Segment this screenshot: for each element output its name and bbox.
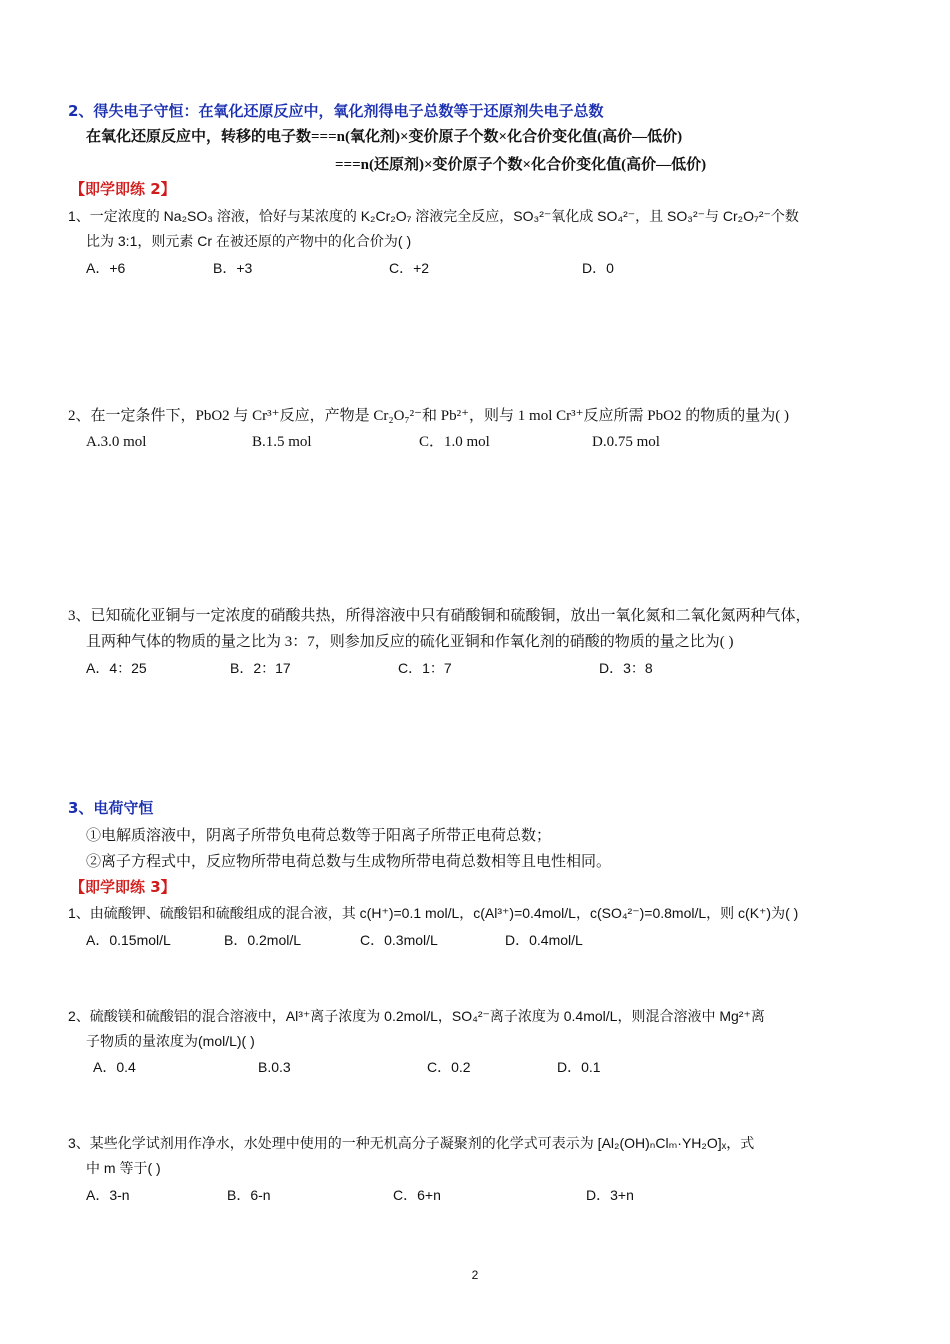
practice3-q3-line1: 3、某些化学试剂用作净水，水处理中使用的一种无机高分子凝聚剂的化学式可表示为 [Al₂(OH)ₙClₘ·YH₂O]ₓ，式	[68, 1135, 755, 1151]
practice3-q1-option-d[interactable]: D．0.4mol/L	[505, 932, 583, 948]
section3-item1: ①电解质溶液中，阴离子所带负电荷总数等于阳离子所带正电荷总数；	[86, 828, 552, 844]
practice2-q1-option-a[interactable]: A．+6	[86, 260, 126, 276]
section2-formula-line2: ===n(还原剂)×变价原子个数×化合价变化值(高价—低价)	[335, 157, 707, 173]
practice3-label: 【即学即练 3】	[70, 878, 176, 896]
practice2-q3-option-b[interactable]: B．2：17	[230, 660, 291, 676]
practice3-q3-option-c[interactable]: C．6+n	[393, 1187, 441, 1203]
section3-heading: 3、电荷守恒	[68, 799, 154, 817]
practice2-q2-option-a[interactable]: A.3.0 mol	[86, 434, 147, 450]
practice3-q3-option-d[interactable]: D．3+n	[586, 1187, 634, 1203]
practice2-q1-line1: 1、一定浓度的 Na₂SO₃ 溶液，恰好与某浓度的 K₂Cr₂O₇ 溶液完全反应，SO₃²⁻氧化成 SO₄²⁻，且 SO₃²⁻与 Cr₂O₇²⁻个数	[68, 208, 799, 224]
practice3-q1-option-a[interactable]: A．0.15mol/L	[86, 932, 171, 948]
practice2-q2-option-c[interactable]: C．1.0 mol	[419, 434, 490, 450]
practice3-q1-option-b[interactable]: B．0.2mol/L	[224, 932, 302, 948]
section3-item2: ②离子方程式中，反应物所带电荷总数与生成物所带电荷总数相等且电性相同。	[86, 854, 612, 870]
practice2-q2-option-b[interactable]: B.1.5 mol	[252, 434, 312, 450]
page-number: 2	[471, 1268, 479, 1282]
practice3-q1-line1: 1、由硫酸钾、硫酸铝和硫酸组成的混合液，其 c(H⁺)=0.1 mol/L，c(Al³⁺)=0.4mol/L，c(SO₄²⁻)=0.8mol/L，则 c(K⁺)为( )	[68, 905, 799, 921]
practice3-q3-option-a[interactable]: A．3-n	[86, 1187, 130, 1203]
practice2-q1-option-c[interactable]: C．+2	[389, 260, 430, 276]
practice3-q2-option-b[interactable]: B.0.3	[258, 1059, 291, 1075]
practice2-q1-line2: 比为 3:1，则元素 Cr 在被还原的产物中的化合价为( )	[86, 233, 412, 249]
practice2-q3-option-c[interactable]: C．1：7	[398, 660, 452, 676]
practice3-q3-line2: 中 m 等于( )	[86, 1160, 161, 1176]
practice3-q2-line2: 子物质的量浓度为(mol/L)( )	[86, 1033, 255, 1049]
practice2-q3-line2: 且两种气体的物质的量之比为 3：7，则参加反应的硫化亚铜和作氧化剂的硝酸的物质的量之比为( )	[86, 634, 734, 650]
section2-heading: 2、得失电子守恒：在氧化还原反应中，氧化剂得电子总数等于还原剂失电子总数	[68, 102, 604, 120]
practice2-q2-option-d[interactable]: D.0.75 mol	[592, 434, 660, 450]
practice3-q2-option-a[interactable]: A．0.4	[93, 1059, 136, 1075]
practice2-q3-line1: 3、已知硫化亚铜与一定浓度的硝酸共热，所得溶液中只有硝酸铜和硫酸铜，放出一氧化氮和二氧化氮两种气体，	[68, 608, 811, 624]
practice2-q1-option-b[interactable]: B．+3	[213, 260, 253, 276]
section2-formula-line1: 在氧化还原反应中，转移的电子数===n(氧化剂)×变价原子个数×化合价变化值(高价—低价)	[86, 129, 683, 145]
practice2-q1-option-d[interactable]: D．0	[582, 260, 614, 276]
practice3-q2-option-c[interactable]: C．0.2	[427, 1059, 471, 1075]
practice2-q3-option-a[interactable]: A．4：25	[86, 660, 147, 676]
practice2-q2-line1: 2、在一定条件下，PbO2 与 Cr³⁺反应，产物是 Cr₂O₇²⁻和 Pb²⁺，则与 1 mol Cr³⁺反应所需 PbO2 的物质的量为( )	[68, 408, 789, 424]
practice2-label: 【即学即练 2】	[70, 180, 176, 198]
practice2-q3-option-d[interactable]: D．3：8	[599, 660, 653, 676]
practice3-q1-option-c[interactable]: C．0.3mol/L	[360, 932, 438, 948]
practice3-q3-option-b[interactable]: B．6-n	[227, 1187, 271, 1203]
practice3-q2-line1: 2、硫酸镁和硫酸铝的混合溶液中，Al³⁺离子浓度为 0.2mol/L，SO₄²⁻离子浓度为 0.4mol/L，则混合溶液中 Mg²⁺离	[68, 1008, 765, 1024]
practice3-q2-option-d[interactable]: D．0.1	[557, 1059, 601, 1075]
